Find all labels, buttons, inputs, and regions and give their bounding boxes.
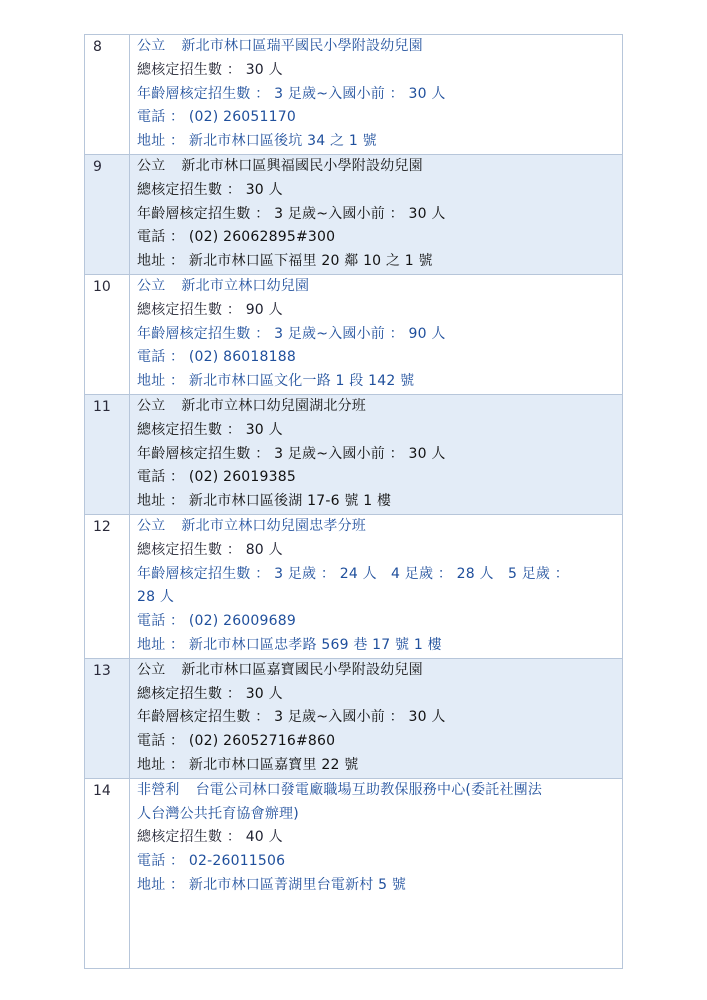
- table-row: [85, 778, 623, 968]
- entry-age: 年齡層核定招生數 ： 3 足歲~入國小前 ： 30 人: [137, 85, 446, 102]
- entry-number: 9: [85, 154, 130, 274]
- entry-phone: 電話 ： (02) 26051170: [137, 109, 296, 126]
- entry-type: 公立: [137, 397, 166, 414]
- entry-age: 年齡層核定招生數 ： 3 足歲~入國小前 ： 30 人: [137, 445, 446, 462]
- entry-name-line: [137, 659, 614, 683]
- entry-name-line: [137, 35, 614, 59]
- entry-number: 10: [85, 274, 130, 394]
- table-row: [85, 35, 623, 155]
- entry-name: 新北市立林口幼兒園忠孝分班: [181, 517, 367, 534]
- entry-phone: 電話 ： (02) 26019385: [137, 469, 296, 486]
- entry-age: 年齡層核定招生數 ： 3 足歲~入國小前 ： 30 人: [137, 205, 446, 222]
- entry-name-line: [137, 515, 614, 539]
- table-row: [85, 154, 623, 274]
- table-row: [85, 274, 623, 394]
- entry-address: 地址 ： 新北市林口區下福里 20 鄰 10 之 1 號: [137, 253, 433, 270]
- entry-phone: 電話 ： (02) 26052716#860: [137, 733, 336, 750]
- entry-name: 新北市林口區瑞平國民小學附設幼兒園: [181, 38, 423, 54]
- entry-number: 14: [85, 778, 130, 968]
- entry-total: 總核定招生數 ： 30 人: [137, 181, 283, 198]
- table-row: [85, 514, 623, 658]
- entry-address: 地址 ： 新北市林口區菁湖里台電新村 5 號: [137, 876, 407, 893]
- entry-age: 年齡層核定招生數 ： 3 足歲~入國小前 ： 90 人: [137, 325, 446, 342]
- entry-age: 年齡層核定招生數 ： 3 足歲 ： 24 人 4 足歲 ： 28 人 5 足歲 ：: [137, 565, 569, 582]
- table-row: [85, 394, 623, 514]
- entry-name: 新北市立林口幼兒園湖北分班: [181, 397, 367, 414]
- entry-name: 台電公司林口發電廠職場互助教保服務中心(委託社團法: [195, 781, 543, 798]
- entry-details: [130, 154, 623, 274]
- entry-details: [130, 514, 623, 658]
- entry-details: [130, 394, 623, 514]
- entry-age: 年齡層核定招生數 ： 3 足歲~入國小前 ： 30 人: [137, 709, 446, 726]
- entry-phone: 電話 ： (02) 26062895#300: [137, 229, 336, 246]
- entry-address: 地址 ： 新北市林口區後湖 17-6 號 1 樓: [137, 493, 392, 510]
- entry-total: 總核定招生數 ： 80 人: [137, 541, 283, 558]
- entry-type: 公立: [137, 661, 166, 678]
- entry-details: [130, 778, 623, 968]
- entry-phone: 電話 ： (02) 86018188: [137, 349, 296, 366]
- entry-total: 總核定招生數 ： 30 人: [137, 61, 283, 78]
- entry-type: 公立: [137, 517, 166, 534]
- kindergarten-table: [84, 34, 623, 969]
- entry-name-line: [137, 395, 614, 419]
- entry-number: 11: [85, 394, 130, 514]
- entry-name: 新北市林口區嘉寶國民小學附設幼兒園: [181, 661, 423, 678]
- entry-address: 地址 ： 新北市林口區文化一路 1 段 142 號: [137, 373, 415, 390]
- entry-number: 8: [85, 35, 130, 155]
- entry-name-line: [137, 275, 614, 299]
- entry-address: 地址 ： 新北市林口區後坑 34 之 1 號: [137, 133, 377, 150]
- entry-name-line: [137, 779, 614, 803]
- entry-type: 公立: [137, 157, 166, 174]
- entry-type: 非營利: [137, 781, 180, 798]
- entry-details: [130, 35, 623, 155]
- table-row: [85, 658, 623, 778]
- entry-number: 12: [85, 514, 130, 658]
- entry-name: 新北市立林口幼兒園: [181, 277, 310, 294]
- entry-phone: 電話 ： 02-26011506: [137, 853, 286, 870]
- entry-total: 總核定招生數 ： 40 人: [137, 829, 283, 846]
- entry-total: 總核定招生數 ： 30 人: [137, 421, 283, 438]
- entry-address: 地址 ： 新北市林口區忠孝路 569 巷 17 號 1 樓: [137, 636, 442, 653]
- entry-total: 總核定招生數 ： 90 人: [137, 301, 283, 318]
- entry-details: [130, 658, 623, 778]
- entry-name-line: [137, 155, 614, 179]
- entry-phone: 電話 ： (02) 26009689: [137, 613, 296, 630]
- entry-type: 公立: [137, 277, 166, 294]
- entry-details: [130, 274, 623, 394]
- entry-name: 新北市林口區興福國民小學附設幼兒園: [181, 157, 423, 174]
- entry-age-continued: 28 人: [137, 589, 175, 606]
- entry-type: 公立: [137, 38, 166, 54]
- entry-name-continued: 人台灣公共托育協會辦理): [137, 805, 299, 822]
- entry-total: 總核定招生數 ： 30 人: [137, 685, 283, 702]
- entry-address: 地址 ： 新北市林口區嘉寶里 22 號: [137, 756, 359, 773]
- entry-number: 13: [85, 658, 130, 778]
